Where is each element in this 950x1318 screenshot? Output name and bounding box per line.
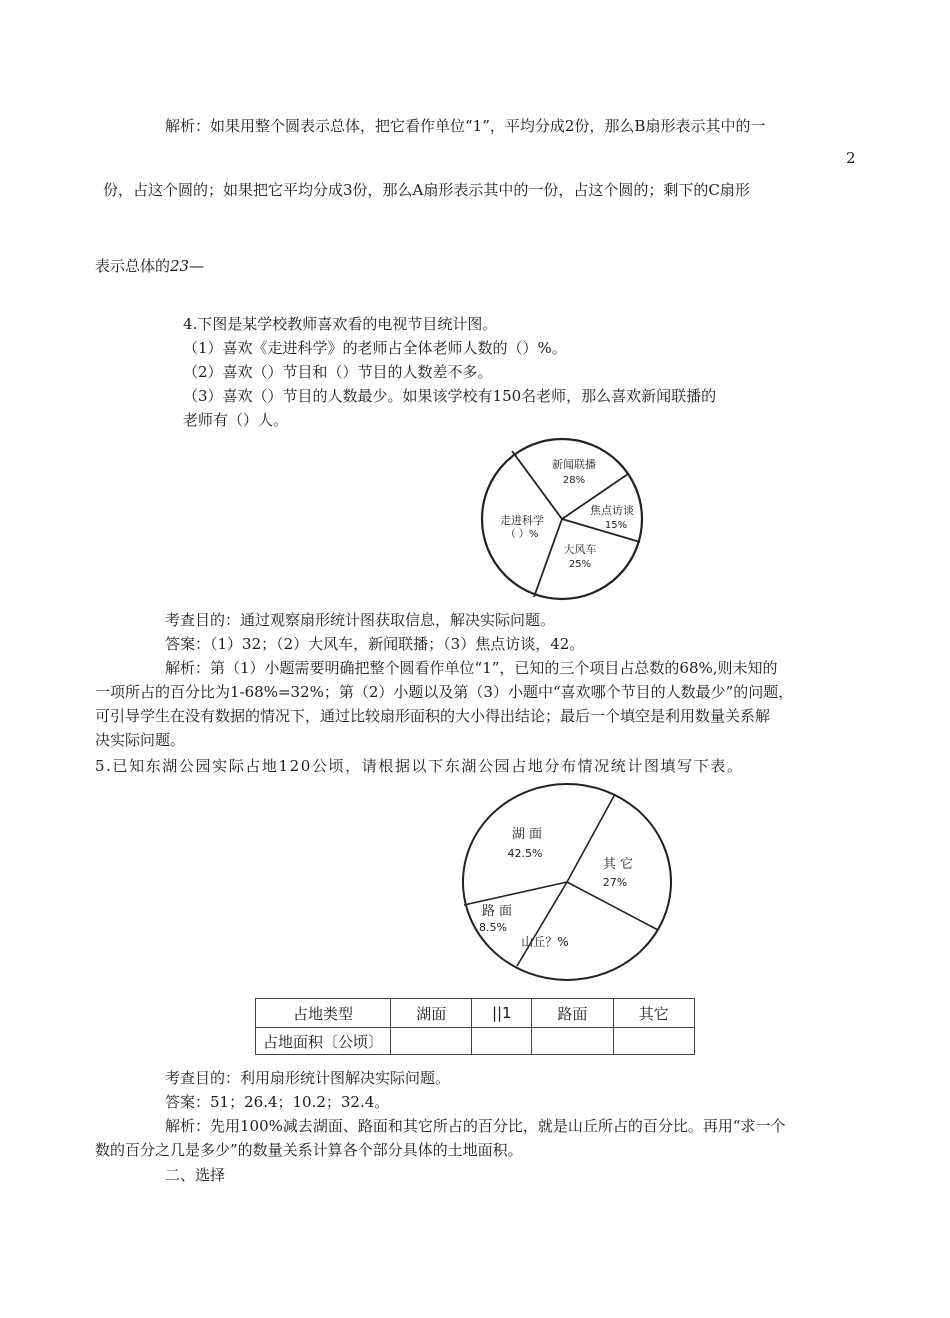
label-shan: 山丘？% [521, 935, 569, 949]
q5-purpose: 考查目的：利用扇形统计图解决实际问题。 [165, 1069, 451, 1087]
analysis-line-3 [95, 256, 204, 276]
q4-analysis-1: 解析：第（1）小题需要明确把整个圆看作单位“1”，已知的三个项目占总数的68%,则未知的 [165, 659, 778, 677]
q4-sub-2: （2）喜欢（）节目和（）节目的人数差不多。 [183, 363, 493, 381]
q4-answer: 答案：（1）32；（2）大风车，新闻联播；（3）焦点访谈，42。 [165, 635, 585, 653]
row-label-text: 占地面积〔公顷〕 [262, 1033, 383, 1051]
q5-analysis-1: 解析：先用100%减去湖面、路面和其它所占的百分比，就是山丘所占的百分比。再用“求一个 [165, 1117, 786, 1135]
q4-title: 4.下图是某学校教师喜欢看的电视节目统计图。 [183, 315, 498, 333]
label-dafeng: 大风车 [563, 543, 597, 556]
q5-answer: 答案：51；26.4；10.2；32.4。 [165, 1093, 390, 1111]
q5-analysis-2: 数的百分之几是多少”的数量关系计算各个部分具体的土地面积。 [95, 1141, 523, 1159]
table-header-cell: 路面 [532, 999, 613, 1028]
table-row [256, 1028, 695, 1055]
table-cell-empty [391, 1028, 472, 1055]
q4-purpose: 考查目的：通过观察扇形统计图获取信息，解决实际问题。 [165, 611, 556, 629]
table-header-cell: 其它 [613, 999, 694, 1028]
table-header-cell: 湖面 [391, 999, 472, 1028]
label-jiaodian: 焦点访谈 [590, 504, 634, 517]
fraction-denominator: 2 [846, 149, 856, 167]
analysis-line-3-fraction: 23— [170, 257, 205, 275]
label-zoujin-pct: （ ）% [505, 529, 539, 540]
table-cell-empty [532, 1028, 613, 1055]
label-dafeng-pct: 25% [568, 559, 592, 570]
analysis-line-3-prefix: 表示总体的 [95, 257, 171, 275]
label-hu: 湖 面 [511, 827, 543, 842]
q4-sub-3: （3）喜欢（）节目的人数最少。如果该学校有150名老师，那么喜欢新闻联播的 [183, 387, 717, 405]
table-header-cell: 占地类型 [256, 999, 391, 1028]
table-row-label [256, 1028, 391, 1055]
section-2-heading: 二、选择 [165, 1166, 226, 1184]
label-lu: 路 面 [481, 904, 513, 919]
label-xinwen-pct: 28% [562, 475, 586, 486]
table-cell-empty [472, 1028, 532, 1055]
label-qita: 其 它 [602, 857, 634, 872]
q5-title: 5.已知东湖公园实际占地120公顷，请根据以下东湖公园占地分布情况统计图填写下表。 [95, 757, 744, 775]
table-cell-empty [613, 1028, 694, 1055]
analysis-line-1: 解析：如果用整个圆表示总体，把它看作单位“1”，平均分成2份，那么B扇形表示其中的一 [165, 117, 766, 135]
analysis-line-2: 份，占这个圆的；如果把它平均分成3份，那么A扇形表示其中的一份，占这个圆的；剩下的C扇形 [103, 181, 750, 199]
label-qita-pct: 27% [602, 876, 628, 889]
label-hu-pct: 42.5% [507, 847, 543, 860]
area-table [255, 998, 695, 1055]
tv-program-pie-chart [470, 432, 650, 606]
q4-sub-1: （1）喜欢《走进科学》的老师占全体老师人数的（）%。 [183, 339, 567, 357]
q4-analysis-4: 决实际问题。 [95, 731, 186, 749]
q4-sub-3b: 老师有（）人。 [183, 411, 289, 429]
table-header-cell: ||1 [472, 999, 532, 1028]
label-zoujin: 走进科学 [500, 514, 544, 527]
label-jiaodian-pct: 15% [604, 520, 628, 531]
q4-analysis-3: 可引导学生在没有数据的情况下，通过比较扇形面积的大小得出结论；最后一个填空是利用数量关系解 [95, 707, 771, 725]
label-lu-pct: 8.5% [479, 921, 507, 934]
table-row [256, 999, 695, 1028]
park-area-pie-chart [455, 780, 679, 990]
q4-analysis-2: 一项所占的百分比为1-68%=32%；第（2）小题以及第（3）小题中“喜欢哪个节目的人数最少”的问题， [95, 683, 794, 701]
label-xinwen: 新闻联播 [552, 458, 596, 471]
